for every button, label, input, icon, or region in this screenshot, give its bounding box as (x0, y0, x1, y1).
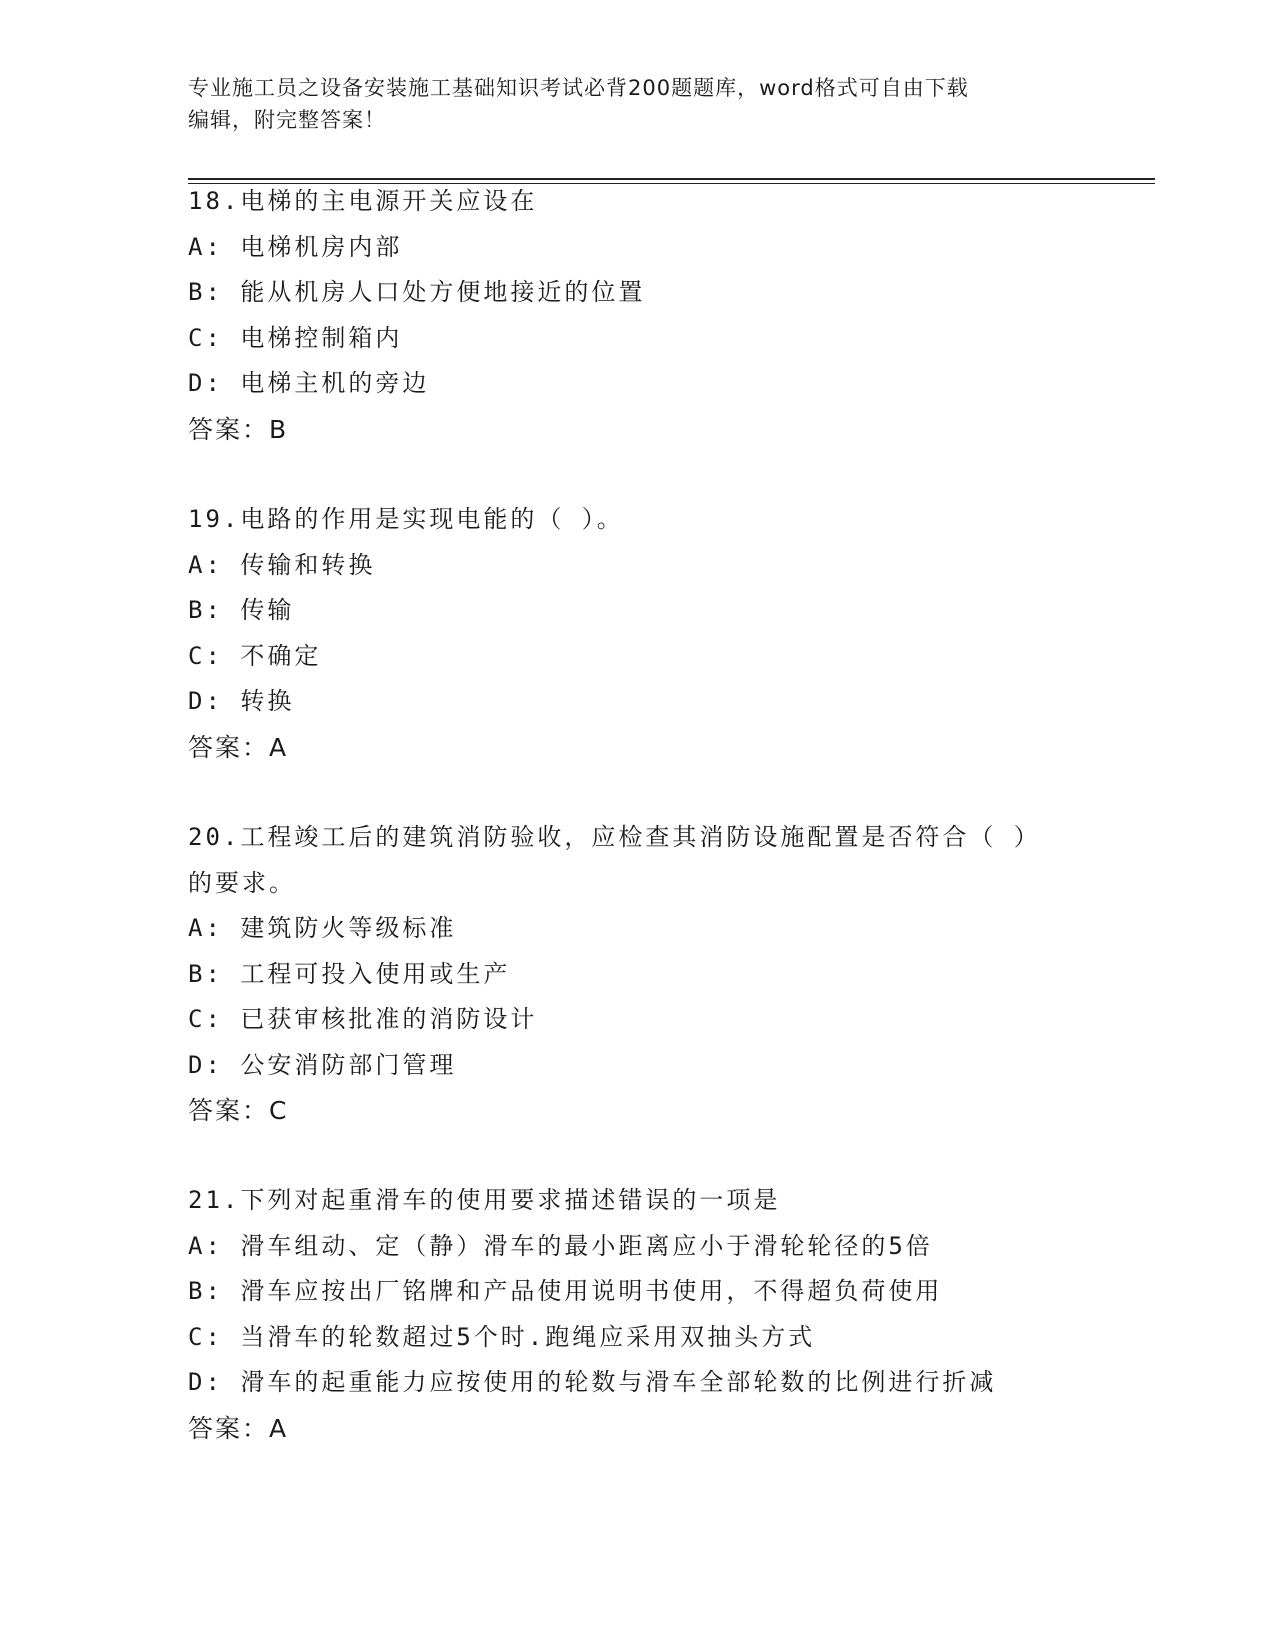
option-c: C: 当滑车的轮数超过5个时.跑绳应采用双抽头方式 (188, 1322, 816, 1351)
header-title-line-1: 专业施工员之设备安装施工基础知识考试必背200题题库，word格式可自由下载 (188, 76, 969, 100)
answer-label: 答案：C (188, 1096, 289, 1125)
answer-label: 答案：A (188, 732, 289, 762)
option-d: D: 滑车的起重能力应按使用的轮数与滑车全部轮数的比例进行折减 (188, 1368, 997, 1396)
option-b: B: 传输 (188, 596, 295, 624)
question-19 (188, 497, 1088, 770)
header-title-line-2: 编辑，附完整答案！ (188, 108, 386, 132)
option-c: C: 不确定 (188, 641, 322, 670)
question-stem: 19.电路的作用是实现电能的（ ）。 (188, 505, 624, 533)
option-a: A: 建筑防火等级标准 (188, 914, 457, 942)
option-a: A: 传输和转换 (188, 550, 376, 579)
option-a: A: 滑车组动、定（静）滑车的最小距离应小于滑轮轮径的5倍 (188, 1231, 933, 1260)
answer-label: 答案：A (188, 1413, 289, 1443)
option-d: D: 电梯主机的旁边 (188, 369, 430, 397)
option-c: C: 电梯控制箱内 (188, 323, 403, 352)
question-stem: 18.电梯的主电源开关应设在 (188, 187, 538, 215)
document-header (188, 72, 1088, 136)
question-stem: 21.下列对起重滑车的使用要求描述错误的一项是 (188, 1186, 781, 1214)
answer-label: 答案：B (188, 414, 289, 444)
question-18 (188, 179, 1088, 452)
option-c: C: 已获审核批准的消防设计 (188, 1005, 538, 1033)
option-d: D: 转换 (188, 687, 295, 715)
question-21 (188, 1178, 1088, 1451)
option-d: D: 公安消防部门管理 (188, 1050, 457, 1079)
question-20 (188, 815, 1088, 1134)
option-b: B: 滑车应按出厂铭牌和产品使用说明书使用，不得超负荷使用 (188, 1277, 943, 1305)
option-b: B: 能从机房人口处方便地接近的位置 (188, 278, 646, 306)
question-stem: 20.工程竣工后的建筑消防验收，应检查其消防设施配置是否符合（ ）的要求。 (188, 823, 1041, 897)
option-b: B: 工程可投入使用或生产 (188, 959, 511, 988)
option-a: A: 电梯机房内部 (188, 232, 403, 261)
